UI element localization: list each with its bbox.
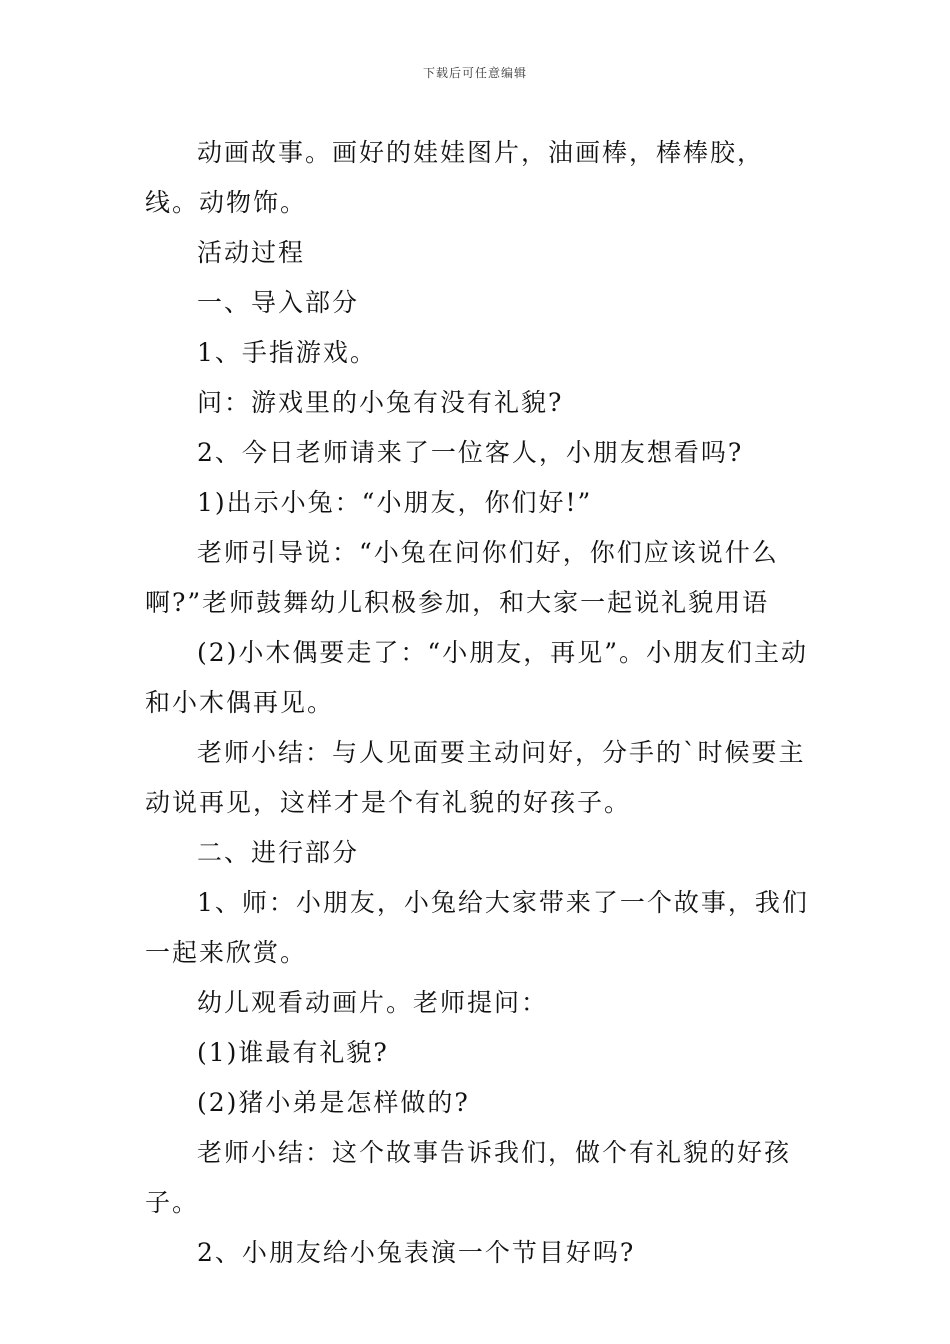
paragraph-teacher-summary-1: 老师小结：与人见面要主动问好，分手的`时候要主动说再见，这样才是个有礼貌的好孩子。 — [145, 738, 806, 817]
paragraph-question-2: (2)猪小弟是怎样做的? — [197, 1088, 470, 1117]
paragraph-question-1: (1)谁最有礼貌? — [197, 1038, 389, 1067]
paragraph-perform: 2、小朋友给小兔表演一个节目好吗? — [197, 1238, 636, 1267]
paragraph-puppet-leaving: (2)小木偶要走了：“小朋友，再见”。小朋友们主动和小木偶再见。 — [145, 638, 808, 717]
page-header: 下载后可任意编辑 — [422, 66, 527, 80]
paragraph-guest: 2、今日老师请来了一位客人，小朋友想看吗? — [197, 438, 744, 467]
document-body — [145, 128, 813, 1278]
paragraph-question-rabbit: 问：游戏里的小兔有没有礼貌? — [197, 388, 564, 417]
paragraph-materials: 动画故事。画好的娃娃图片，油画棒，棒棒胶，线。动物饰。 — [145, 138, 765, 217]
heading-main-part: 二、进行部分 — [197, 838, 360, 867]
paragraph-story: 1、师：小朋友，小兔给大家带来了一个故事，我们一起来欣赏。 — [145, 888, 809, 967]
heading-activity-process: 活动过程 — [197, 238, 306, 267]
heading-intro-part: 一、导入部分 — [197, 288, 360, 317]
paragraph-teacher-summary-2: 老师小结：这个故事告诉我们，做个有礼貌的好孩子。 — [145, 1138, 792, 1217]
paragraph-watch-cartoon: 幼儿观看动画片。老师提问： — [197, 988, 549, 1017]
paragraph-show-rabbit: 1)出示小兔：“小朋友，你们好!” — [197, 488, 593, 517]
paragraph-finger-game: 1、手指游戏。 — [197, 338, 377, 367]
paragraph-teacher-guide: 老师引导说：“小兔在问你们好，你们应该说什么啊?”老师鼓舞幼儿积极参加，和大家一起说礼貌用语 — [145, 538, 779, 617]
